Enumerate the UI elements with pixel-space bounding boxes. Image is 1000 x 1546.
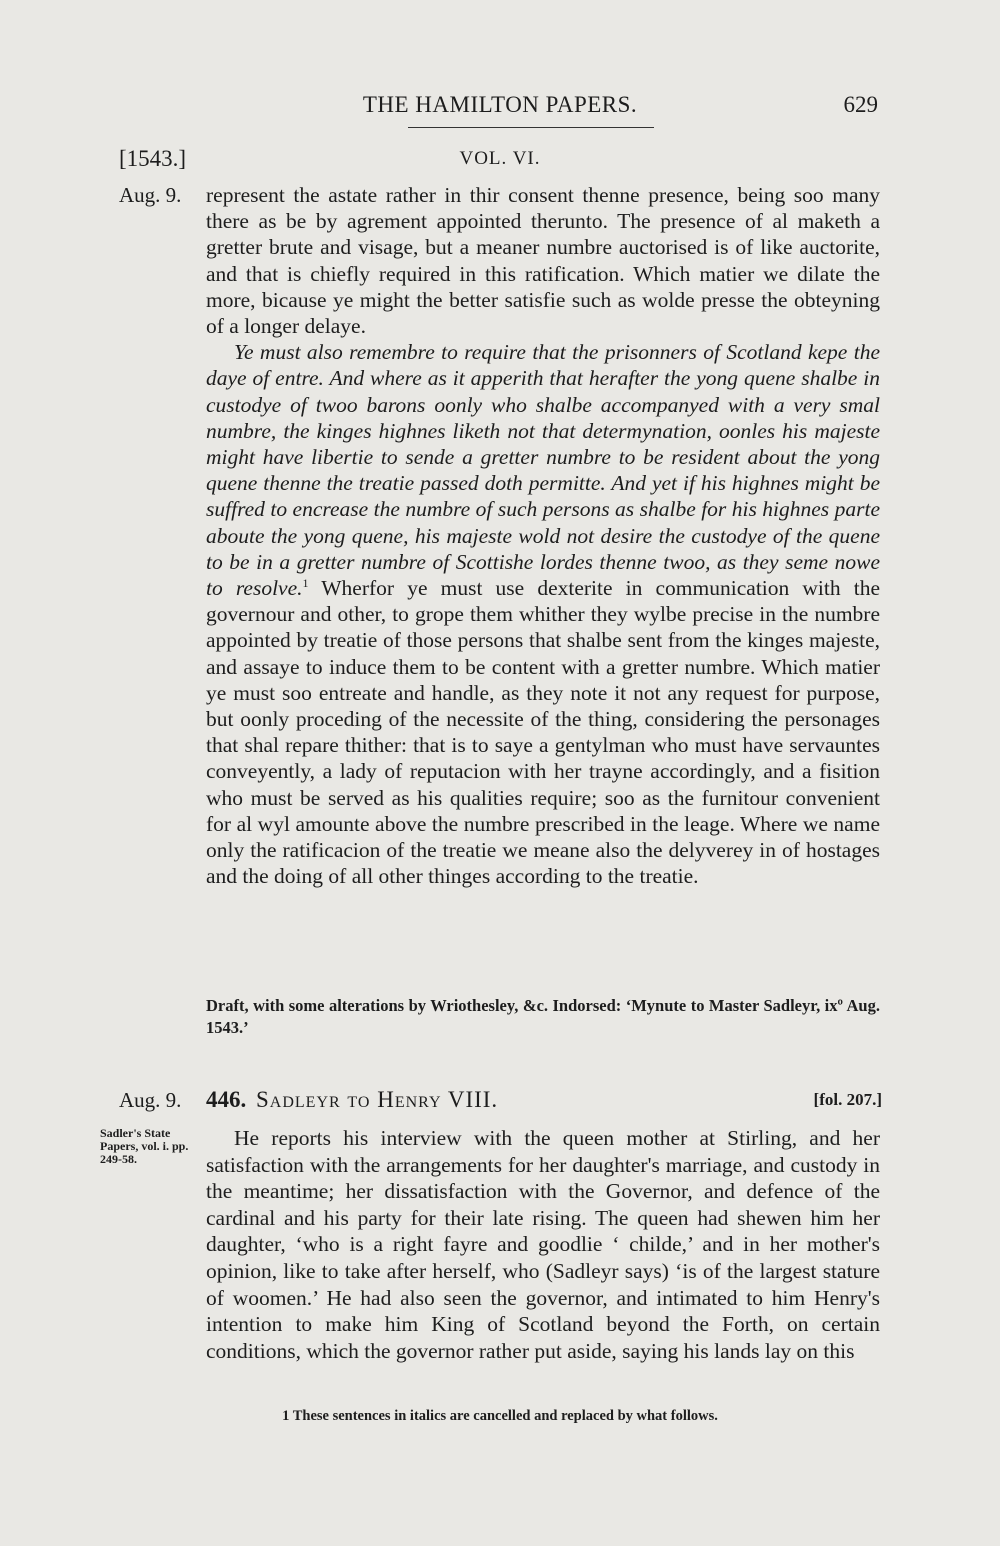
source-note: Draft, with some alterations by Wriothesley, &c. Indorsed: ‘Mynute to Master Sadleyr, ixº Aug. 1543.’ [206,996,880,1037]
page-number: 629 [843,92,878,117]
folio-reference: [fol. 207.] [813,1090,882,1109]
entry-number: 446. [206,1087,247,1112]
paragraph: represent the astate rather in thir consent thenne presence, being soo many there as be by agrement appointed therunto. The presence of al maketh a gretter brute and visage, but a meaner numbre auctorised is of like auctorite, and that is chiefly required in this ratification. Which matier we dilate the more, bicause ye might the better satisfie such as wolde presse the obteyning of a longer delaye. [206,183,880,339]
footnote-marker: 1 [302,575,309,590]
running-title: THE HAMILTON PAPERS. [362,92,638,117]
margin-reference: Sadler's State Papers, vol. i. pp. 249-58. [100,1126,189,1166]
volume-label: VOL. VI. [459,148,541,169]
entry-date: Aug. 9. [119,1088,182,1112]
paragraph [206,339,880,889]
entry-summary: He reports his interview with the queen mother at Stirling, and her satisfaction with the arrangements for her daughter's marriage, and custody in the meantime; her dissatisfaction with the Governor, and defence of the cardinal and his party for their late rising. The queen had shewen him her daughter, ‘who is a right fayre and goodlie ‘ childe,’ and in her mother's opinion, like to take after herself, who (Sadleyr says) ‘is of the largest stature of woomen.’ He had also seen the governor, and intimated to him Henry's intention to make him King of Scotland beyond the Forth, on certain conditions, which the governor rather put aside, saying his lands lay on this [206,1126,880,1363]
cancelled-italic-text: Ye must also remembre to require that the prisonners of Scotland kepe the daye of entre. And where as it apperith that herafter the yong quene shalbe in custodye of twoo barons oonly who shalbe accompanyed with a very smal numbre, the kinges highnes liketh not that determynation, oonles his majeste might have libertie to sende a gretter numbre to be resident about the yong quene thenne the treatie passed doth permitte. And yet if his highnes might be suffred to encrease the numbre of such persons as shalbe for his highnes parte aboute the yong quene, his majeste wold not desire the custodye of the quene to be in a gretter numbre of Scottishe lordes thenne twoo, as they seme nowe to resolve. [206,340,880,601]
footnote: 1 These sentences in italics are cancelled and replaced by what follows. [282,1408,718,1424]
entry-title: Sadleyr to Henry VIII. [256,1087,499,1112]
paragraph-continuation: Wherfor ye must use dexterite in communication with the governour and other, to grope them whither they wylbe precise in the numbre appointed by treatie of those persons that shalbe sent from the kinges majeste, and assaye to induce them to be content with a gretter numbre. Which matier ye must soo entreate and handle, as they note it not any request for purpose, but oonly proceding of the necessite of the thing, considering the personages that shal repare thither: that is to saye a gentylman who must have servauntes conveyently, a lady of reputacion with her trayne accordingly, and a fisition who must be served as his qualities require; soo as the furnitour convenient for al wyl amounte above the numbre prescribed in the leage. Where we name only the ratificacion of the treatie we meane also the delyverey in of hostages and the doing of all other thinges according to the treatie. [206,576,880,889]
header-rule [408,127,654,128]
margin-date: Aug. 9. [119,183,182,207]
letter-body [206,182,880,889]
year-marker: [1543.] [119,146,187,171]
